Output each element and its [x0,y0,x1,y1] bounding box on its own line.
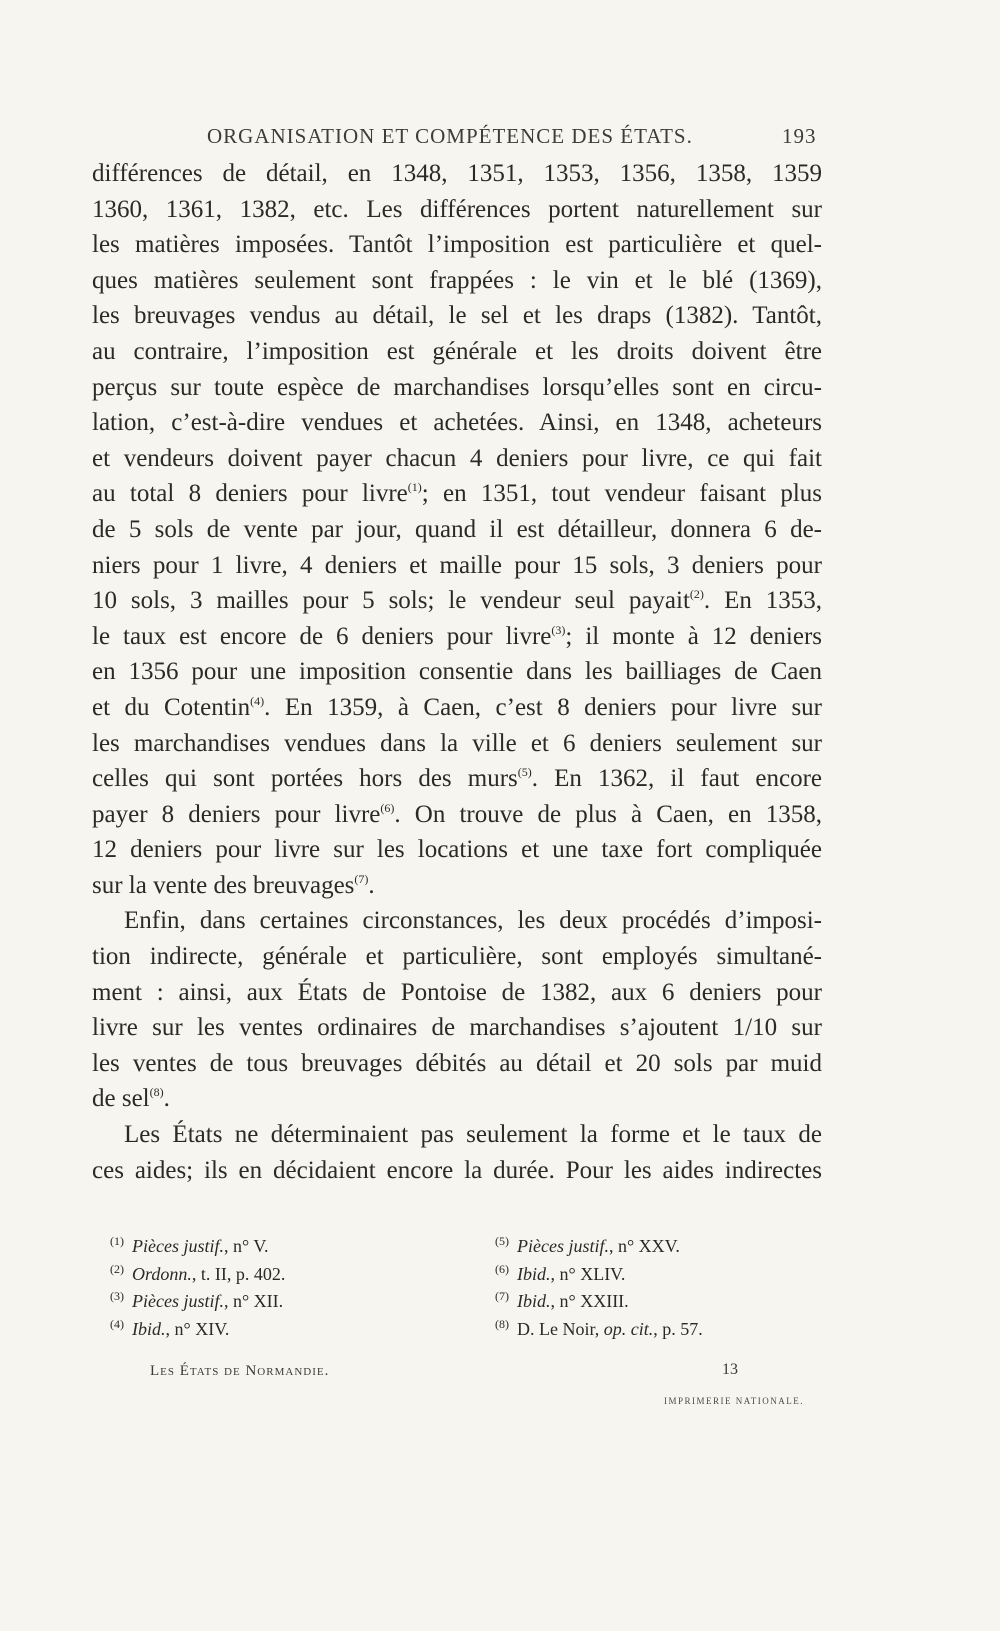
footnote-reference[interactable]: (7) [354,871,369,886]
footnote [495,1311,815,1339]
text-line [92,654,822,690]
line-text: Enfin, dans certaines circonstances, les deux procédés d’imposi- [124,907,822,935]
footnote [110,1311,450,1339]
line-text: niers pour 1 livre, 4 deniers et maille pour 15 sols, 3 deniers pour [92,551,822,579]
footnote-reference-detail: , n° XLIV. [550,1263,626,1284]
text-line [92,334,822,370]
footnote-reference[interactable]: (6) [380,800,395,815]
line-text-after: . On trouve de plus à Caen, en 1358, [394,800,822,828]
line-text: les ventes de tous breuvages débités au détail et 20 sols par muid [92,1049,822,1077]
footnote-mark: (6) [495,1261,509,1276]
line-text-after: . En 1353, [703,587,822,615]
text-line [92,227,822,263]
line-text: les breuvages vendus au détail, le sel et les draps (1382). Tantôt, [92,302,822,330]
footnote-mark: (7) [495,1289,509,1303]
text-line [92,690,822,726]
line-text: perçus sur toute espèce de marchandises lorsqu’elles sont en circu- [92,373,822,401]
footnote [495,1283,815,1311]
text-line [92,192,822,228]
text-line [92,761,822,797]
text-line [92,1153,822,1189]
footnote-source: Ordonn. [132,1263,192,1284]
text-line [92,583,822,619]
line-text: les marchandises vendues dans la ville et 6 deniers seulement sur [92,729,822,757]
text-line [92,1117,822,1153]
line-text-before: 10 sols, 3 mailles pour 5 sols; le vendeur seul payait [92,587,690,615]
line-text-before: au total 8 deniers pour livre [92,480,408,508]
sheet-number: 13 [722,1361,738,1378]
line-text-before: payer 8 deniers pour livre [92,800,381,828]
line-text: au contraire, l’imposition est générale et les droits doivent être [92,337,822,365]
line-text-before: sur la vente des breuvages [92,871,355,899]
footnote-mark: (3) [110,1289,124,1303]
footnote-source: Ibid. [517,1291,551,1311]
footnote-mark: (2) [110,1261,124,1276]
footnote-reference-detail: , n° XII. [223,1291,284,1311]
page-number: 193 [782,124,817,148]
footnote-source: Ibid. [517,1263,551,1284]
footnote-reference[interactable]: (8) [149,1085,164,1100]
footnote-reference-detail: , n° XXIII. [550,1291,629,1311]
line-text: 12 deniers pour livre sur les locations et une taxe fort compliquée [92,836,822,864]
text-line [92,939,822,975]
line-text: 1360, 1361, 1382, etc. Les différences portent naturellement sur [92,195,822,223]
line-text-before: le taux est encore de 6 deniers pour livre [92,622,552,650]
line-text: lation, c’est-à-dire vendues et achetées. Ainsi, en 1348, acheteurs [92,409,822,437]
text-line [92,548,822,584]
footnote-source: op. cit. [603,1318,654,1339]
line-text-after: . [163,1085,170,1113]
text-line [92,370,822,406]
footnote-mark: (1) [110,1234,124,1248]
line-text-before: de sel [92,1085,150,1113]
footnote-reference-detail: , t. II, p. 402. [191,1263,286,1284]
footnote-mark: (8) [495,1316,509,1331]
line-text-after: . [368,871,375,899]
footnote-reference-detail: , n° XXV. [608,1236,680,1256]
footnote-source: Pièces justif. [132,1291,224,1311]
text-line [92,405,822,441]
line-text: différences de détail, en 1348, 1351, 1353, 1356, 1358, 1359 [92,160,822,187]
line-text: les matières imposées. Tantôt l’imposition est particulière et quel- [92,231,822,259]
line-text: tion indirecte, générale et particulière, sont employés simultané- [92,943,822,971]
line-text: en 1356 pour une imposition consentie dans les bailliages de Caen [92,658,822,686]
footnotes-left-column [110,1228,450,1338]
line-text-after: ; en 1351, tout vendeur faisant plus [421,480,822,508]
text-line [92,1010,822,1046]
text-line [92,975,822,1011]
line-text: ques matières seulement sont frappées : le vin et le blé (1369), [92,266,822,294]
footnote [110,1283,450,1311]
text-line [92,512,822,548]
line-text: et vendeurs doivent payer chacun 4 deniers pour livre, ce qui fait [92,444,822,472]
line-text-before: et du Cotentin [92,693,251,721]
footnote [495,1228,815,1256]
footnote-reference-detail: , n° XIV. [165,1318,230,1339]
text-line [92,619,822,655]
footnote [495,1256,815,1284]
line-text-after: ; il monte à 12 deniers [565,622,822,650]
footnote-source: Pièces justif. [132,1236,224,1256]
line-text: Les États ne déterminaient pas seulement la forme et le taux de [124,1121,822,1149]
footnote-source: Ibid. [132,1318,166,1339]
text-line [92,868,822,904]
line-text: livre sur les ventes ordinaires de marchandises s’ajoutent 1/10 sur [92,1014,822,1042]
line-text: de 5 sols de vente par jour, quand il est détailleur, donnera 6 de- [92,515,822,543]
footnote-mark: (5) [495,1234,509,1248]
footnote-reference-detail: , p. 57. [653,1318,703,1339]
footnotes-right-column [495,1228,815,1338]
footnote [110,1228,450,1256]
footnote-reference-detail: , n° V. [223,1236,269,1256]
signature-mark: Les États de Normandie. [150,1363,330,1379]
text-line [92,263,822,299]
text-line [92,441,822,477]
text-line [92,298,822,334]
footnote-reference[interactable]: (4) [250,693,265,708]
text-line [92,1046,822,1082]
footnote [110,1256,450,1284]
line-text-after: . En 1362, il faut encore [531,765,822,793]
footnote-source: Pièces justif. [517,1236,609,1256]
line-text-after: . En 1359, à Caen, c’est 8 deniers pour livre sur [264,693,823,721]
text-line [92,903,822,939]
footnote-reference[interactable]: (5) [517,765,532,780]
footnote-reference[interactable]: (2) [689,587,704,602]
text-line [92,476,822,512]
footnote-reference[interactable]: (3) [551,622,566,637]
footnote-mark: (4) [110,1316,124,1331]
text-line [92,726,822,762]
footnote-reference[interactable]: (1) [407,480,422,495]
text-line [92,832,822,868]
text-line [92,797,822,833]
line-text: ces aides; ils en décidaient encore la durée. Pour les aides indirectes [92,1156,822,1184]
body-text [92,156,822,1188]
line-text: ment : ainsi, aux États de Pontoise de 1382, aux 6 deniers pour [92,978,822,1006]
line-text-before: celles qui sont portées hors des murs [92,765,518,793]
footnote-author: D. Le Noir, [517,1318,604,1339]
printer-imprint: IMPRIMERIE NATIONALE. [664,1396,804,1406]
running-head-title: ORGANISATION ET COMPÉTENCE DES ÉTATS. [207,124,693,148]
text-line [92,156,822,192]
text-line [92,1081,822,1117]
